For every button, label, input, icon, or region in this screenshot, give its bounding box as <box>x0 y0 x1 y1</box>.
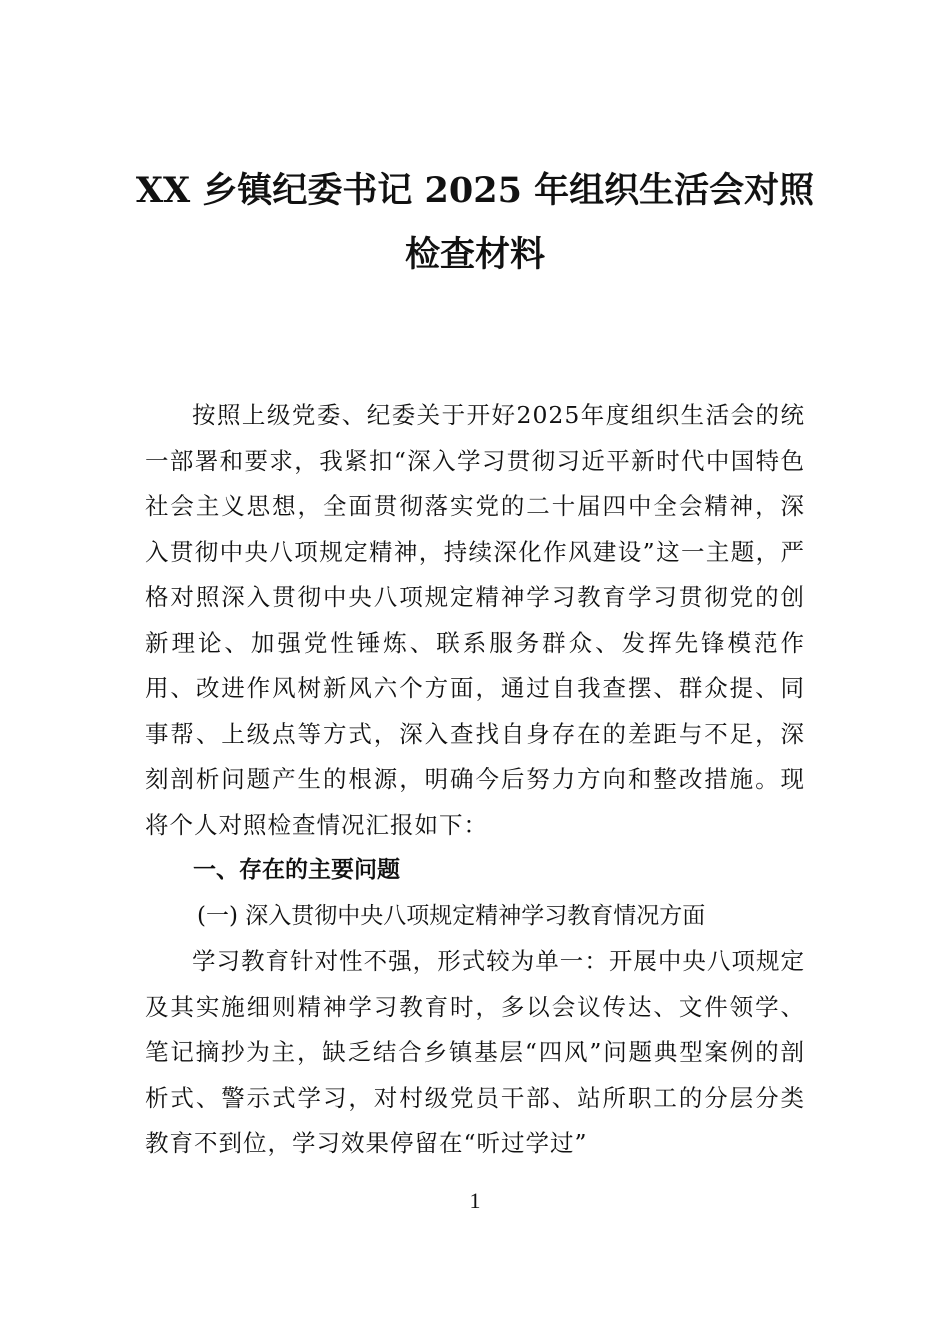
title-line-2: 检查材料 <box>404 234 545 275</box>
document-title <box>0 165 950 281</box>
section-heading-problems: 一、存在的主要问题 <box>193 857 400 883</box>
subsection-paragraph: 学习教育针对性不强，形式较为单一：开展中央八项规定及其实施细则精神学习教育时，多以会议传达、文件领学、笔记摘抄为主，缺乏结合乡镇基层“四风”问题典型案例的剖析式、警示式学习，对村级党员干部、站所职工的分层分类教育不到位，学习效果停留在“听过学过” <box>145 947 805 1157</box>
subsection-heading-eight-rules: (一) 深入贯彻中央八项规定精神学习教育情况方面 <box>197 902 706 929</box>
page-number: 1 <box>469 1188 481 1213</box>
document-body <box>145 393 805 1167</box>
title-line-1: XX 乡镇纪委书记 2025 年组织生活会对照 <box>135 170 815 211</box>
intro-paragraph: 按照上级党委、纪委关于开好2025年度组织生活会的统一部署和要求，我紧扣“深入学习贯彻习近平新时代中国特色社会主义思想，全面贯彻落实党的二十届四中全会精神，深入贯彻中央八项规定精神，持续深化作风建设”这一主题，严格对照深入贯彻中央八项规定精神学习教育学习贯彻党的创新理论、加强党性锤炼、联系服务群众、发挥先锋模范作用、改进作风树新风六个方面，通过自我查摆、群众提、同事帮、上级点等方式，深入查找自身存在的差距与不足，深刻剖析问题产生的根源，明确今后努力方向和整改措施。现将个人对照检查情况汇报如下： <box>145 401 805 839</box>
